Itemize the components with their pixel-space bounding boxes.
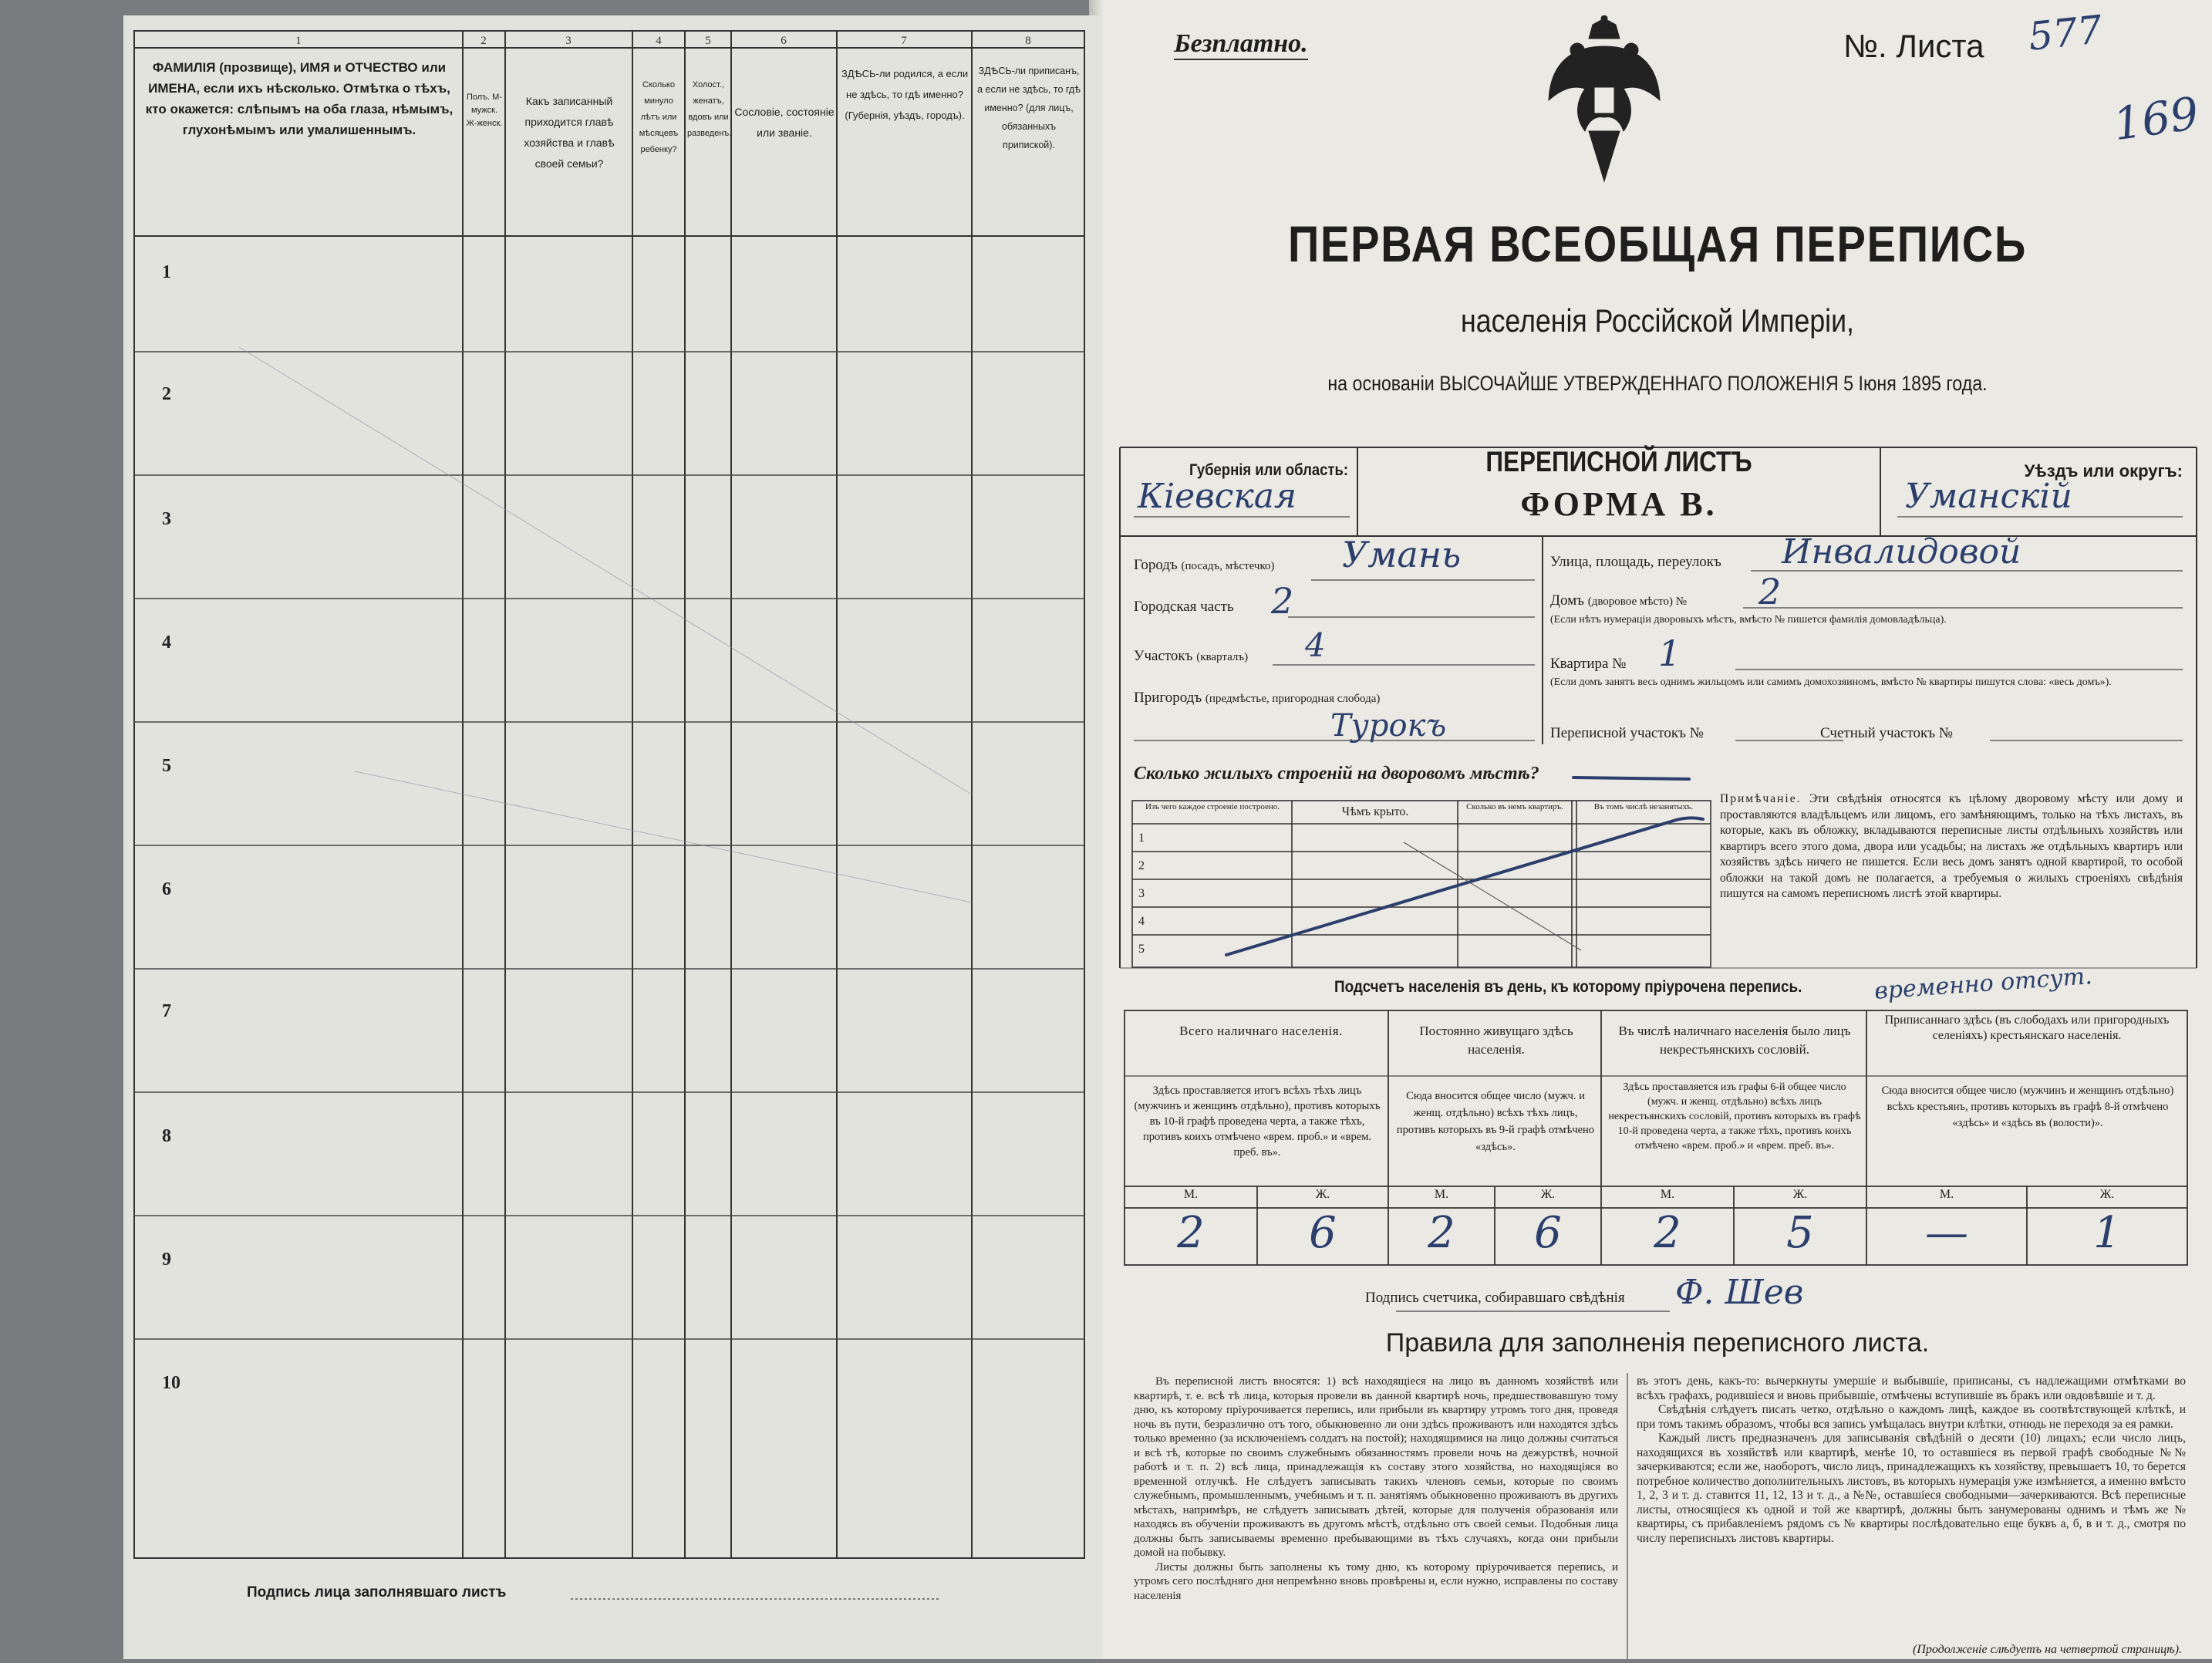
row-number-4: 4: [162, 632, 171, 653]
apartment-value: 1: [1658, 632, 1681, 674]
buildings-note: [1720, 791, 2183, 902]
rules-right-column: [1637, 1375, 2186, 1546]
totals-note-resident: Сюда вносится общее число (мужч. и женщ. отдѣльно) всѣхъ тѣхъ лицъ, противъ которыхъ въ 9-й графѣ отмѣчено «здѣсь».: [1396, 1090, 1595, 1153]
total-present-male: 2: [1177, 1208, 1205, 1258]
col-number-5: 5: [705, 35, 711, 47]
sex-label-1: М.: [1183, 1188, 1199, 1201]
col-number-3: 3: [565, 35, 572, 47]
sheet-number-handwritten-2: 169: [2109, 86, 2202, 151]
buildings-col-material: Изъ чего каждое строеніе построено.: [1145, 802, 1280, 811]
house-label: Домъ: [1550, 592, 1584, 609]
header-estate: Сословіе, состояніе или званіе.: [734, 106, 835, 139]
census-district-label: Переписной участокъ №: [1550, 725, 1704, 741]
total-non-peasant-male: 2: [1654, 1208, 1681, 1258]
header-age: Сколько минуло лѣтъ или мѣсяцевъ ребенку?: [639, 80, 679, 154]
rules-left-paragraph-2: Листы должны быть заполнены къ тому дню, къ которому пріурочивается перепись, и утромъ сего послѣдняго дня непремѣнно вновь провѣрены и, если нужно, исправлены по составу населенія: [1134, 1560, 1618, 1602]
street-label: Улица, площадь, переулокъ: [1550, 554, 1721, 570]
sex-label-5: М.: [1660, 1188, 1675, 1201]
uezd-label: Уѣздъ или округъ:: [2024, 461, 2183, 481]
district-label: Участокъ: [1134, 648, 1193, 664]
enumerator-signature: Ф. Шев: [1675, 1273, 1804, 1312]
row-number-7: 7: [162, 1001, 171, 1021]
uezd-value: Уманскій: [1905, 477, 2072, 516]
sex-label-4: Ж.: [1540, 1188, 1556, 1201]
form-sheet-title: ПЕРЕПИСНОЙ ЛИСТЪ: [1485, 446, 1752, 477]
house-footnote: (Если нѣтъ нумераціи дворовыхъ мѣстъ, вмѣсто № пишется фамилія домовладѣльца).: [1550, 614, 1947, 626]
totals-head-resident: Постоянно живущаго здѣсь населенія.: [1419, 1024, 1573, 1057]
header-name: ФАМИЛІЯ (прозвище), ИМЯ и ОТЧЕСТВО или ИМЕНА, если ихъ нѣсколько. Отмѣтка о тѣхъ, кто окажется: слѣпымъ на оба глаза, нѣмымъ, глухонѣмымъ или умалишеннымъ.: [145, 60, 454, 137]
rules-right-paragraph-2: Свѣдѣнія слѣдуетъ писать четко, отдѣльно о каждомъ лицѣ, каждое въ соотвѣтствующей клѣткѣ, и при томъ такимъ образомъ, чтобы вся запись умѣщалась внутри клѣтки, отнюдь не переходя за ея рамки.: [1637, 1403, 2186, 1431]
left-page-population-table: [123, 15, 1101, 1659]
city-value: Умань: [1342, 534, 1462, 575]
header-registration: ЗДѢСЬ-ли приписанъ, а если не здѣсь, то гдѣ именно? (для лицъ, обязанныхъ припиской).: [977, 66, 1081, 150]
total-resident-male: 2: [1428, 1208, 1455, 1258]
row-number-5: 5: [162, 756, 171, 776]
census-basis: на основаніи ВЫСОЧАЙШЕ УТВЕРЖДЕННАГО ПОЛОЖЕНІЯ 5 Іюня 1895 года.: [1327, 372, 1988, 395]
buildings-col-roof: Чѣмъ крыто.: [1341, 805, 1409, 818]
totals-note-peasant: Сюда вносится общее число (мужчинъ и женщинъ отдѣльно) всѣхъ крестьянъ, противъ которыхъ въ графѣ 8-й отмѣчено «здѣсь» и «здѣсь въ (волости)».: [1881, 1084, 2174, 1129]
header-relation: Какъ записанный приходится главѣ хозяйства и главѣ своей семьи?: [524, 95, 615, 170]
buildings-col-apartments: Сколько въ немъ квартиръ.: [1466, 802, 1563, 811]
right-page-census-form: [1103, 0, 2212, 1659]
sex-label-8: Ж.: [2099, 1188, 2115, 1201]
city-label: Городъ: [1134, 557, 1178, 573]
row-number-2: 2: [162, 384, 171, 404]
row-number-10: 10: [162, 1373, 180, 1393]
population-table: [123, 15, 1101, 1659]
gubernia-label: Губернія или область:: [1189, 461, 1348, 479]
buildings-row-5: 5: [1138, 943, 1145, 956]
row-number-6: 6: [162, 879, 171, 899]
sex-label-7: М.: [1939, 1188, 1954, 1201]
totals-head-non-peasant: Въ числѣ наличнаго населенія было лицъ некрестьянскихъ сословій.: [1618, 1024, 1851, 1057]
total-peasant-male: —: [1925, 1208, 1968, 1258]
totals-note-non-peasant: Здѣсь проставляется изъ графы 6-й общее число (мужч. и женщ. отдѣльно) всѣхъ лицъ некрестьянскихъ сословій, противъ которыхъ въ графѣ 10-й проведена черта, а также тѣхъ, противъ коихъ отмѣчено «врем. проб.» и «врем. преб. въ».: [1608, 1081, 1861, 1152]
buildings-row-1: 1: [1138, 832, 1145, 845]
row-number-8: 8: [162, 1126, 171, 1146]
totals-head-peasant: Приписаннаго здѣсь (въ слободахъ или пригородныхъ селеніяхъ) крестьянскаго населенія.: [1884, 1014, 2170, 1042]
apartment-label: Квартира №: [1550, 656, 1627, 672]
totals-title: Подсчетъ населенія въ день, къ которому пріурочена перепись.: [1334, 978, 1802, 996]
col-number-8: 8: [1025, 35, 1031, 47]
district-note: (кварталъ): [1196, 651, 1249, 663]
totals-head-present: Всего наличнаго населенія.: [1179, 1024, 1343, 1038]
count-district-label: Счетный участокъ №: [1820, 725, 1953, 741]
sheet-number-handwritten: 577: [2026, 7, 2105, 59]
sheet-number-label: №. Листа: [1843, 28, 1984, 64]
totals-handwritten-note: временно отсут.: [1873, 963, 2093, 1005]
buildings-row-3: 3: [1138, 887, 1145, 900]
col-number-7: 7: [901, 35, 907, 47]
header-marital: Холост., женатъ, вдовъ или разведенъ.: [687, 80, 732, 138]
col-number-6: 6: [781, 35, 787, 47]
apartment-footnote: (Если домъ занятъ весь однимъ жильцомъ или самимъ домохозяиномъ, вмѣсто № квартиры пишутся слова: «весь домъ»).: [1550, 676, 2112, 688]
total-present-female: 6: [1309, 1208, 1337, 1258]
rules-left-column: [1134, 1375, 1618, 1603]
district-value: 4: [1305, 626, 1326, 664]
house-note: (дворовое мѣсто) №: [1587, 595, 1688, 608]
free-label: Безплатно.: [1174, 29, 1308, 60]
total-non-peasant-female: 5: [1786, 1208, 1814, 1258]
left-signature-label: Подпись лица заполнявшаго листъ: [247, 1584, 507, 1601]
buildings-note-text: Эти свѣдѣнія относятся къ цѣлому дворовому мѣсту или дому и проставляются владѣльцемъ или лицомъ, его замѣняющимъ, только на тѣхъ листахъ, въ которые, какъ въ обложку, вкладываются переписные листы отдѣльныхъ хозяйствъ или квартиръ всего этого дома, двора или усадьбы; на листахъ же отдѣльныхъ квартиръ или хозяйствъ здѣсь ничего не пишется. Если весь домъ занятъ одной квартирой, то особой обложки на такой домъ не полагается, а требуемыя о жилыхъ строеніяхъ свѣдѣнія пишутся на самомъ переписномъ листѣ этой квартиры.: [1720, 792, 2183, 900]
row-number-3: 3: [162, 509, 171, 529]
gubernia-value: Кіевская: [1138, 477, 1297, 516]
city-label-row: [1134, 557, 1275, 574]
census-title: ПЕРВАЯ ВСЕОБЩАЯ ПЕРЕПИСЬ: [1287, 215, 2028, 272]
total-resident-female: 6: [1534, 1208, 1562, 1258]
house-label-row: [1550, 592, 1687, 609]
rules-right-paragraph-3: Каждый листъ предназначенъ для записыванія свѣдѣній о десяти (10) лицахъ; если число лицъ, находящихся въ хозяйствѣ или квартирѣ, менѣе 10, то оставшіеся въ первой графѣ свободные №№ зачеркиваются; если же, наоборотъ, число лицъ, принадлежащихъ къ хозяйству, превышаетъ 10, то берется потребное количество дополнительныхъ листовъ, въ которыхъ нумерація уже измѣняется, а именно вмѣсто 1, 2, 3 и т. д. ставится 11, 12, 13 и т. д., а №№, оставшіеся свободными—зачеркиваются. Всѣ переписные листы, относящіеся къ одной и той же квартирѣ, должны быть занумерованы однимъ и тѣмъ же № квартиры, съ прибавленіемъ рядомъ съ № квартиры послѣдовательно еще буквъ а, б, в и т. д., смотря по числу переписныхъ листовъ квартиры.: [1637, 1432, 2186, 1545]
col-number-4: 4: [656, 35, 662, 47]
col-number-2: 2: [481, 35, 487, 47]
sex-label-6: Ж.: [1792, 1188, 1808, 1201]
row-number-9: 9: [162, 1250, 171, 1270]
buildings-note-title: Примѣчаніе.: [1720, 792, 1802, 805]
street-value: Инвалидовой: [1782, 532, 2021, 572]
suburb-note: (предмѣстье, пригородная слобода): [1205, 693, 1381, 705]
header-birthplace: ЗДѢСЬ-ли родился, а если не здѣсь, то гдѣ именно? (Губернія, уѣздъ, городъ).: [841, 68, 969, 121]
census-subtitle: населенія Россійской Имперіи,: [1461, 302, 1854, 339]
buildings-question: Сколько жилыхъ строеній на дворовомъ мѣстѣ?: [1134, 764, 1539, 784]
rules-continued: (Продолженіе слѣдуетъ на четвертой страницѣ).: [1913, 1643, 2183, 1656]
col-number-1: 1: [295, 35, 302, 47]
form-letter: ФОРМА В.: [1520, 485, 1718, 523]
house-value: 2: [1758, 571, 1782, 612]
total-peasant-female: 1: [2093, 1208, 2121, 1258]
district-label-row: [1134, 648, 1248, 665]
sex-label-2: Ж.: [1315, 1188, 1330, 1201]
suburb-label-row: [1134, 690, 1380, 707]
rules-right-paragraph-1: въ этотъ день, какъ-то: вычеркнуты умершіе и выбывшіе, приписаны, съ надлежащими отмѣтками во всѣхъ графахъ, родившіеся и вновь прибывшіе, отмѣчены вступившіе въ бракъ или овдовѣвшіе и т. д.: [1637, 1375, 2186, 1402]
buildings-row-4: 4: [1138, 915, 1145, 928]
suburb-value: Турокъ: [1330, 708, 1447, 744]
city-part-label: Городская часть: [1134, 599, 1234, 615]
buildings-col-vacant: Въ томъ числѣ незанятыхъ.: [1593, 802, 1694, 811]
rules-left-paragraph-1: Въ переписной листъ вносятся: 1) всѣ находящіеся на лицо въ данномъ хозяйствѣ или квартирѣ, т. е. всѣ тѣ лица, которыя провели въ данной квартирѣ ночь, предшествовавшую тому дню, къ которому пріурочивается перепись, или прибыли въ квартиру утромъ того дня, проведя ночь въ пути, безразлично отъ того, обыкновенно ли они здѣсь проживаютъ или находятся здѣсь только временно (за исключеніемъ солдатъ на постой); находящимися на лицо должны считаться и всѣ тѣ, которые по своимъ служебнымъ обязанностямъ провели ночь на дежурствѣ, ночной работѣ и т. п. 2) всѣ лица, принадлежащія къ составу этого хозяйства, но находящіяся во временной отлучкѣ. Не слѣдуетъ записывать такихъ членовъ семьи, которые по своимъ служебнымъ, промышленнымъ, учебнымъ и т. п. занятіямъ обыкновенно проживаютъ въ другихъ мѣстахъ, напримѣръ, не слѣдуетъ записывать дѣтей, которые для полученія образованія или находясь въ обученіи проживаютъ въ другомъ мѣстѣ, отдѣльно отъ своей семьи. Подобныя лица должны быть записываемы временно пребывающими въ тѣхъ случаяхъ, когда они прибыли домой на побывку.: [1134, 1375, 1618, 1559]
rules-title: Правила для заполненія переписного листа.: [1385, 1328, 1930, 1358]
header-sex: Полъ. М-мужск. Ж-женск.: [466, 93, 503, 128]
city-note: (посадъ, мѣстечко): [1181, 560, 1275, 572]
row-number-1: 1: [162, 262, 171, 282]
suburb-label: Пригородъ: [1134, 690, 1202, 706]
sex-label-3: М.: [1434, 1188, 1449, 1201]
city-part-value: 2: [1271, 580, 1294, 622]
enumerator-signature-label: Подпись счетчика, собиравшаго свѣдѣнія: [1365, 1290, 1625, 1306]
buildings-row-2: 2: [1138, 859, 1145, 872]
totals-note-present: Здѣсь проставляется итогъ всѣхъ тѣхъ лицъ (мужчинъ и женщинъ отдѣльно), противъ которыхъ въ 10-й графѣ проведена черта, а также тѣхъ, противъ коихъ отмѣчено «врем. проб.» и «врем. преб. въ».: [1134, 1084, 1381, 1159]
